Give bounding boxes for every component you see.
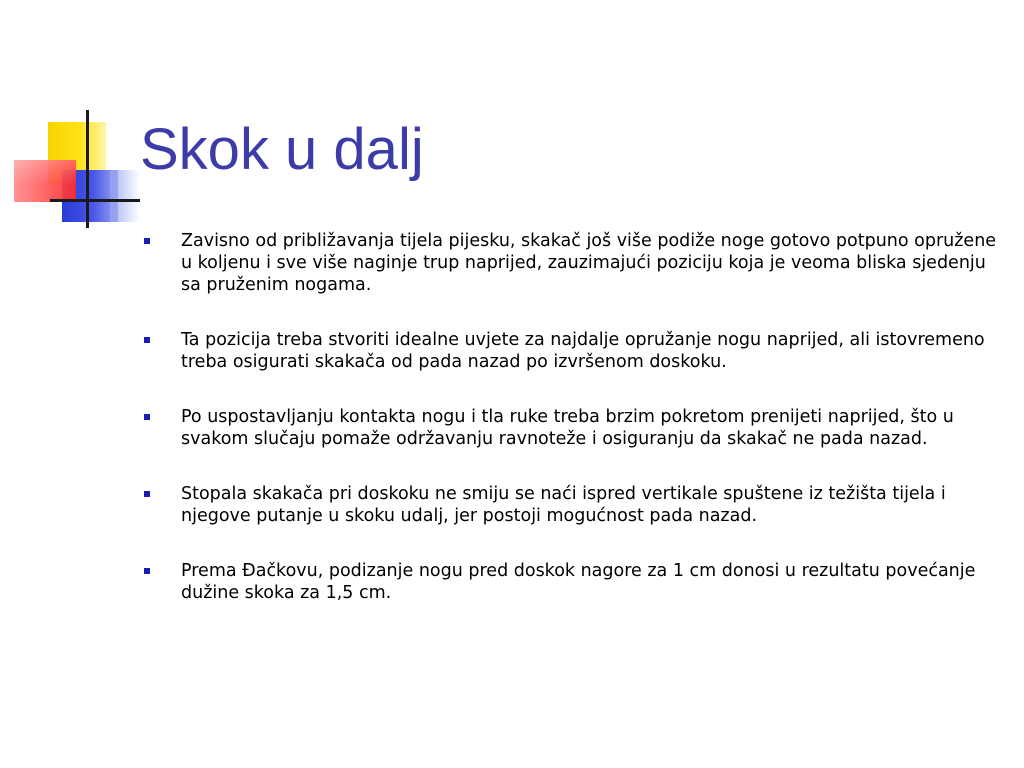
bullet-text: Zavisno od približavanja tijela pijesku, skakač još više podiže noge gotovo potpuno opružene u koljenu i sve više naginje trup naprijed, zauzimajući poziciju koja je veoma bliska sjedenju sa pruženim nogama. [181,231,997,295]
corner-decoration [0,0,150,240]
slide-title: Skok u dalj [140,117,424,182]
decor-blue-fade [110,170,140,222]
bullet-item [140,483,1000,527]
bullet-text: Stopala skakača pri doskoku ne smiju se naći ispred vertikale spuštene iz težišta tijela i njegove putanje u skoku udalj, jer postoji mogućnost pada nazad. [181,484,946,526]
square-bullet-icon [144,238,150,244]
square-bullet-icon [144,414,150,420]
bullet-list [140,230,1000,637]
square-bullet-icon [144,568,150,574]
bullet-text: Po uspostavljanju kontakta nogu i tla ruke treba brzim pokretom prenijeti naprijed, što u svakom slučaju pomaže održavanju ravnoteže i osiguranju da skakač ne pada nazad. [181,407,954,449]
square-bullet-icon [144,491,150,497]
square-bullet-icon [144,337,150,343]
bullet-text: Prema Đačkovu, podizanje nogu pred doskok nagore za 1 cm donosi u rezultatu povećanje dužine skoka za 1,5 cm. [181,561,976,603]
decor-red-highlight [14,160,76,202]
bullet-item [140,329,1000,373]
decor-horizontal-line [50,199,140,202]
bullet-item [140,230,1000,296]
decor-vertical-line [86,110,89,228]
bullet-item [140,560,1000,604]
bullet-text: Ta pozicija treba stvoriti idealne uvjete za najdalje opružanje nogu naprijed, ali istovremeno treba osigurati skakača od pada nazad po izvršenom doskoku. [181,330,985,372]
bullet-item [140,406,1000,450]
